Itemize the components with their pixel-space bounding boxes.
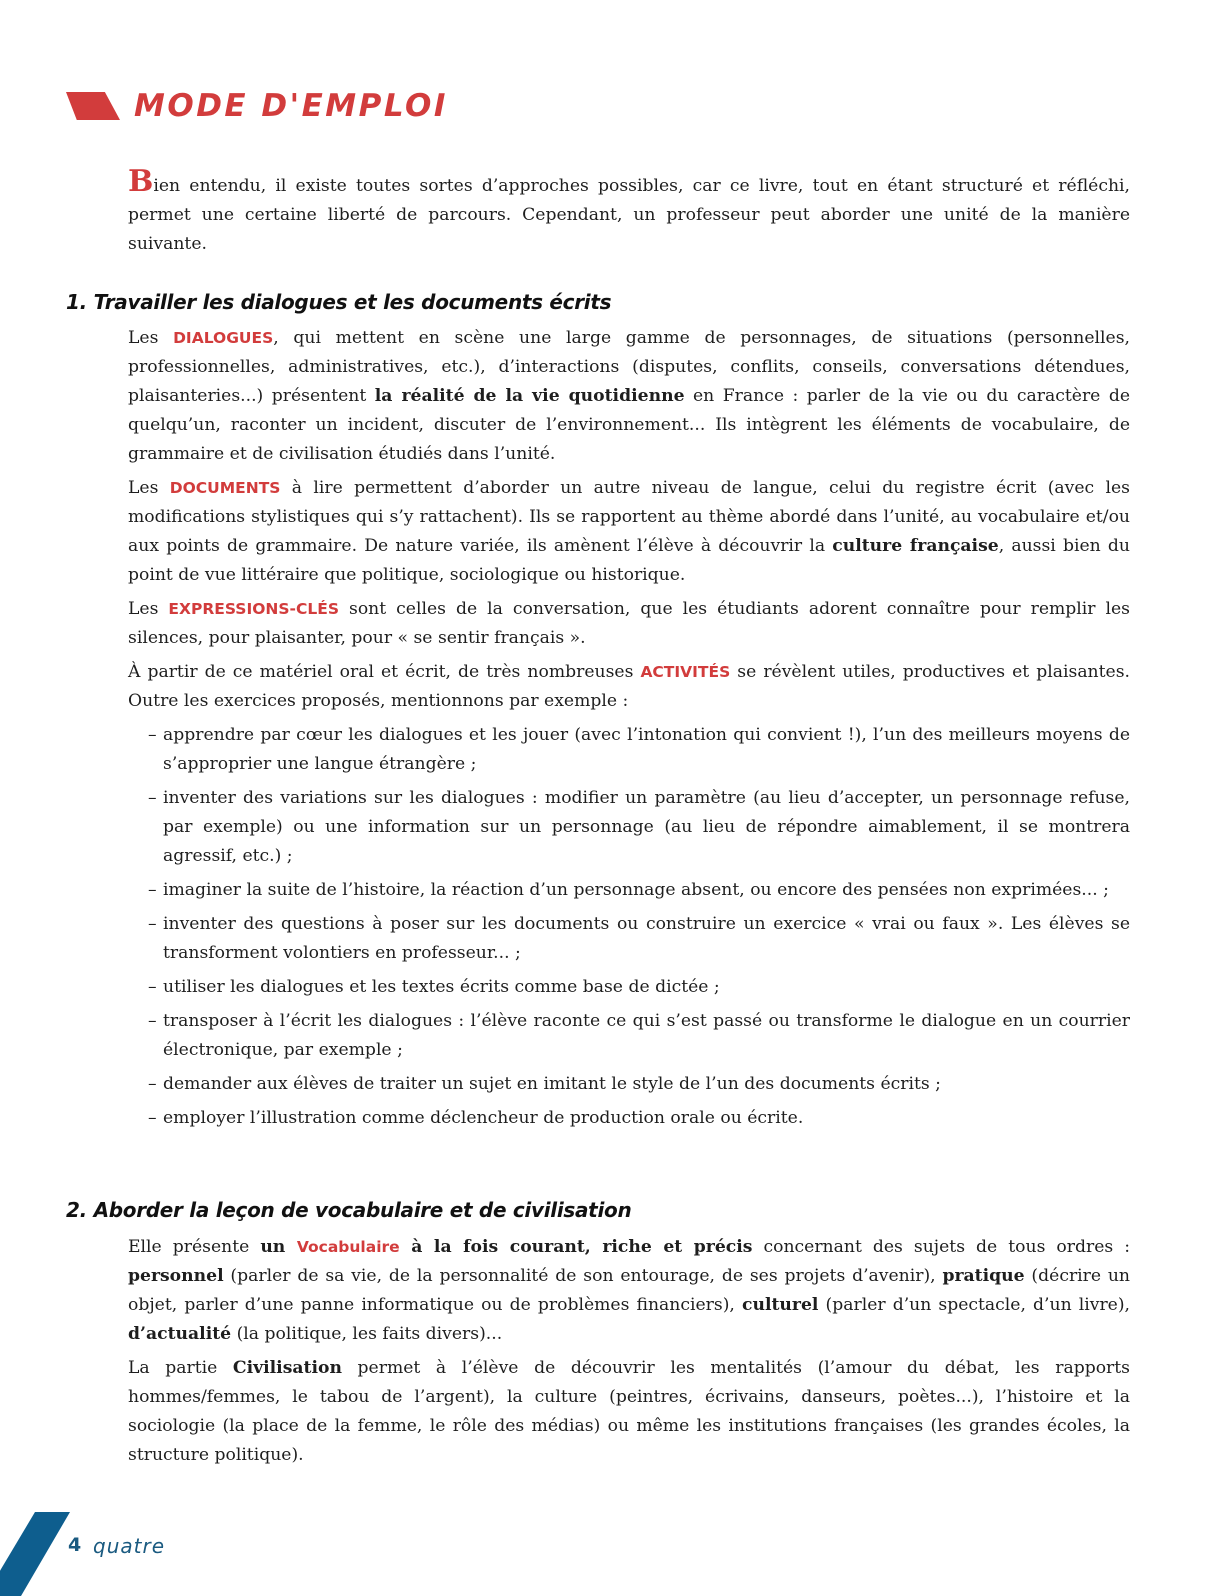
intro-paragraph xyxy=(128,164,1130,259)
drop-cap: B xyxy=(128,164,154,199)
text: Elle présente xyxy=(128,1237,261,1257)
text: se révèlent utiles, productives et plaisantes. Outre les exercices proposés, mentionnons par exemple : xyxy=(128,662,1130,711)
activites-paragraph xyxy=(128,658,1130,716)
page-title: MODE D'EMPLOI xyxy=(134,88,448,124)
list-item: – inventer des questions à poser sur les documents ou construire un exercice « vrai ou faux ». Les élèves se transforment volontiers en professeur... ; xyxy=(148,910,1130,968)
bold-word: personnel xyxy=(128,1266,224,1286)
list-item: – apprendre par cœur les dialogues et les jouer (avec l’intonation qui convient !), l’un des meilleurs moyens de s’approprier une langue étrangère ; xyxy=(148,721,1130,779)
bold-word: d’actualité xyxy=(128,1324,232,1344)
keyword-dialogues: DIALOGUES xyxy=(173,329,274,347)
page-header xyxy=(66,86,448,126)
list-item: – transposer à l’écrit les dialogues : l’élève raconte ce qui s’est passé ou transforme le dialogue en un courrier électronique, par exemple ; xyxy=(148,1007,1130,1065)
bold-phrase: la réalité de la vie quotidienne xyxy=(374,386,685,406)
blue-slash-icon xyxy=(0,1512,70,1596)
text: (parler d’un spectacle, d’un livre), xyxy=(818,1295,1131,1315)
bold-phrase: à la fois courant, riche et précis xyxy=(399,1237,753,1257)
text: , aussi bien du point de vue littéraire que politique, sociologique ou historique. xyxy=(128,536,1130,585)
keyword-activites: ACTIVITÉS xyxy=(640,663,731,681)
text: (décrire un objet, parler d’une panne informatique ou de problèmes financiers), xyxy=(128,1266,1131,1315)
text: À partir de ce matériel oral et écrit, de très nombreuses xyxy=(128,662,641,682)
page-number-word: quatre xyxy=(93,1534,165,1558)
bold-word: pratique xyxy=(942,1266,1025,1286)
keyword-expressions-cles: EXPRESSIONS-CLÉS xyxy=(168,600,339,618)
bold-phrase: culture française xyxy=(832,536,999,556)
civilisation-paragraph xyxy=(128,1354,1130,1470)
keyword-documents: DOCUMENTS xyxy=(169,479,281,497)
vocabulaire-paragraph xyxy=(128,1233,1130,1349)
text: Les xyxy=(128,478,170,498)
bold-phrase: un xyxy=(260,1237,297,1257)
section-1-heading: 1. Travailler les dialogues et les documents écrits xyxy=(66,290,612,314)
intro-text: ien entendu, il existe toutes sortes d’approches possibles, car ce livre, tout en étant structuré et réfléchi, permet une certaine liberté de parcours. Cependant, un professeur peut aborder une unité de la manière suivante. xyxy=(128,176,1130,254)
page-footer xyxy=(0,1500,300,1584)
text: (la politique, les faits divers)... xyxy=(231,1324,503,1344)
dialogues-paragraph xyxy=(128,324,1130,469)
list-item: – imaginer la suite de l’histoire, la réaction d’un personnage absent, ou encore des pensées non exprimées... ; xyxy=(148,876,1130,905)
keyword-vocabulaire: Vocabulaire xyxy=(296,1238,400,1256)
red-flag-icon xyxy=(66,92,120,120)
text: en France : parler de la vie ou du caractère de quelqu’un, raconter un incident, discuter de l’environnement... Ils intègrent les éléments de vocabulaire, de grammaire et de civilisation étudiés dans l’unité. xyxy=(128,386,1131,464)
list-item: – inventer des variations sur les dialogues : modifier un paramètre (au lieu d’accepter, un personnage refuse, par exemple) ou une information sur un personnage (au lieu de répondre aimablement, il se montrera agressif, etc.) ; xyxy=(148,784,1130,871)
bold-word: culturel xyxy=(741,1295,819,1315)
text: Les xyxy=(128,599,169,619)
list-item: – demander aux élèves de traiter un sujet en imitant le style de l’un des documents écrits ; xyxy=(148,1070,1130,1099)
text: Les xyxy=(128,328,174,348)
page-number: 4 xyxy=(68,1534,82,1556)
activities-list xyxy=(128,721,1130,1133)
text: concernant des sujets de tous ordres : xyxy=(752,1237,1131,1257)
text: sont celles de la conversation, que les étudiants adorent connaître pour remplir les silences, pour plaisanter, pour « se sentir français ». xyxy=(128,599,1131,648)
list-item: – utiliser les dialogues et les textes écrits comme base de dictée ; xyxy=(148,973,1130,1002)
section-2-heading: 2. Aborder la leçon de vocabulaire et de civilisation xyxy=(66,1198,632,1222)
bold-word: Civilisation xyxy=(232,1358,342,1378)
section-1-body xyxy=(128,324,1130,1138)
text: permet à l’élève de découvrir les mentalités (l’amour du débat, les rapports hommes/femmes, le tabou de l’argent), la culture (peintres, écrivains, danseurs, poètes...), l’histoire et la sociologie (la place de la femme, le rôle des médias) ou même les institutions françaises (les grandes écoles, la structure politique). xyxy=(128,1358,1130,1465)
text: , qui mettent en scène une large gamme de personnages, de situations (personnelles, professionnelles, administratives, etc.), d’interactions (disputes, conflits, conseils, conversations détendues, plaisanteries...) présentent xyxy=(128,328,1130,406)
section-2-body xyxy=(128,1233,1130,1475)
list-item: – employer l’illustration comme déclencheur de production orale ou écrite. xyxy=(148,1104,1130,1133)
text: à lire permettent d’aborder un autre niveau de langue, celui du registre écrit (avec les modifications stylistiques qui s’y rattachent). Ils se rapportent au thème abordé dans l’unité, au vocabulaire et/ou aux points de grammaire. De nature variée, ils amènent l’élève à découvrir la xyxy=(128,478,1130,556)
expressions-paragraph xyxy=(128,595,1130,653)
text: (parler de sa vie, de la personnalité de son entourage, de ses projets d’avenir), xyxy=(223,1266,943,1286)
documents-paragraph xyxy=(128,474,1130,590)
text: La partie xyxy=(128,1358,233,1378)
